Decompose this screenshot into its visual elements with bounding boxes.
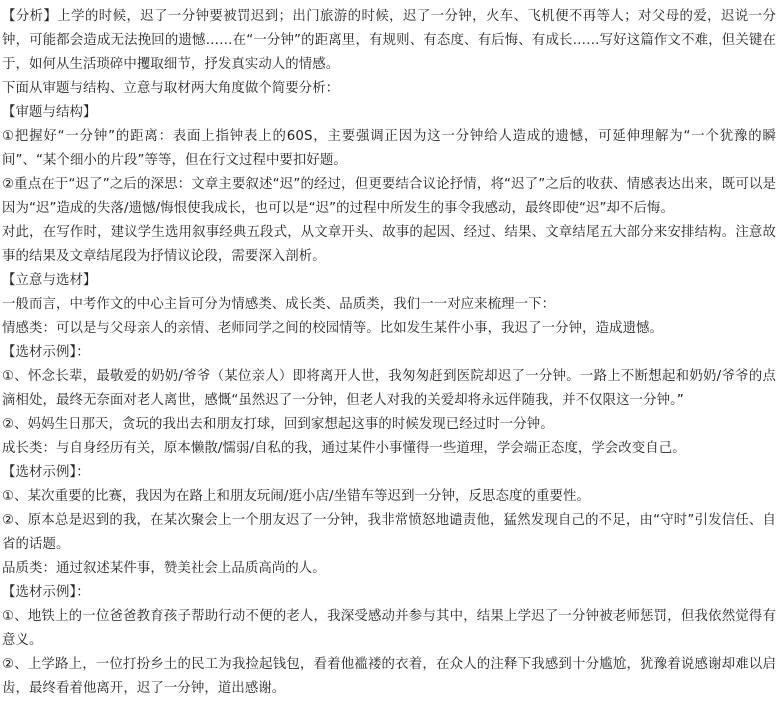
emotion-example-one: ①、怀念长辈，最敬爱的奶奶/爷爷（某位亲人）即将离开人世，我匆匆赶到医院却迟了一分钟。一路上不断想起和奶奶/爷爷的点滴相处，最终无奈面对老人离世，感慨“虽然迟了一分钟，但老人对我的关爱却将永远伴随我，并不仅限这一分钟。”: [2, 369, 776, 408]
example-heading: 【选材示例】：: [2, 465, 90, 480]
emotion-example-two: ②、妈妈生日那天，贪玩的我出去和朋友打球，回到家想起这事的时候发现已经过时一分钟。: [2, 417, 554, 432]
character-example-one: ①、地铁上的一位爸爸教育孩子帮助行动不便的老人，我深受感动并参与其中，结果上学迟了一分钟被老师惩罚，但我依然觉得有意义。: [2, 609, 776, 648]
emotion-category-line: 情感类：可以是与父母亲人的亲情、老师同学之间的校园情等。比如发生某件小事，我迟了一分钟，造成遗憾。: [2, 321, 664, 336]
growth-example-one: ①、某次重要的比赛，我因为在路上和朋友玩闹/逛小店/坐错车等迟到一分钟，反思态度的重要性。: [2, 489, 590, 504]
example-heading: 【选材示例】：: [2, 585, 90, 600]
category-overview-line: 一般而言，中考作文的中心主旨可分为情感类、成长类、品质类，我们一一对应来梳理一下：: [2, 297, 556, 312]
structure-advice-paragraph: 对此，在写作时，建议学生选用叙事经典五段式，从文章开头、故事的起因、经过、结果、文章结尾五大部分来安排结构。注意故事的结果及文章结尾段为抒情议论段，需要深入剖析。: [2, 225, 776, 264]
section-heading-theme-material: 【立意与选材】: [2, 273, 97, 288]
growth-example-two: ②、原本总是迟到的我，在某次聚会上一个朋友迟了一分钟，我非常愤怒地谴责他，猛然发现自己的不足，由“守时”引发信任、自省的话题。: [2, 513, 776, 552]
character-example-two: ②、上学路上，一位打扮乡土的民工为我捡起钱包，看着他褴褛的衣着，在众人的注释下我感到十分尴尬，犹豫着说感谢却难以启齿，最终看着他离开，迟了一分钟，道出感谢。: [2, 657, 776, 696]
point-two-paragraph: ②重点在于“迟了”之后的深思：文章主要叙述“迟”的经过，但更要结合议论抒情，将“迟了”之后的收获、情感表达出来，既可以是因为“迟”造成的失落/遗憾/悔恨使我成长，也可以是“迟”的过程中所发生的事令我感动，最终即使“迟”却不后悔。: [2, 177, 776, 216]
character-category-line: 品质类：通过叙述某件事，赞美社会上品质高尚的人。: [2, 561, 326, 576]
point-one-paragraph: ①把握好“一分钟”的距离：表面上指钟表上的60S，主要强调正因为这一分钟给人造成的遗憾，可延伸理解为“一个犹豫的瞬间”、“某个细小的片段”等等，但在行文过程中要扣好题。: [2, 129, 776, 168]
overview-line: 下面从审题与结构、立意与取材两大角度做个简要分析：: [2, 81, 340, 96]
section-heading-topic-structure: 【审题与结构】: [2, 105, 97, 120]
example-heading: 【选材示例】：: [2, 345, 90, 360]
analysis-document: [2, 5, 776, 701]
growth-category-line: 成长类：与自身经历有关，原本懒散/懦弱/自私的我，通过某件小事懂得一些道理，学会端正态度，学会改变自己。: [2, 441, 686, 456]
analysis-intro-paragraph: 【分析】上学的时候，迟了一分钟要被罚迟到；出门旅游的时候，迟了一分钟，火车、飞机便不再等人；对父母的爱，迟说一分钟，可能都会造成无法挽回的遗憾……在“一分钟”的距离里，有规则、有态度、有后悔、有成长……写好这篇作文不难，但关键在于，如何从生活琐碎中攫取细节，抒发真实动人的情感。: [2, 9, 776, 72]
